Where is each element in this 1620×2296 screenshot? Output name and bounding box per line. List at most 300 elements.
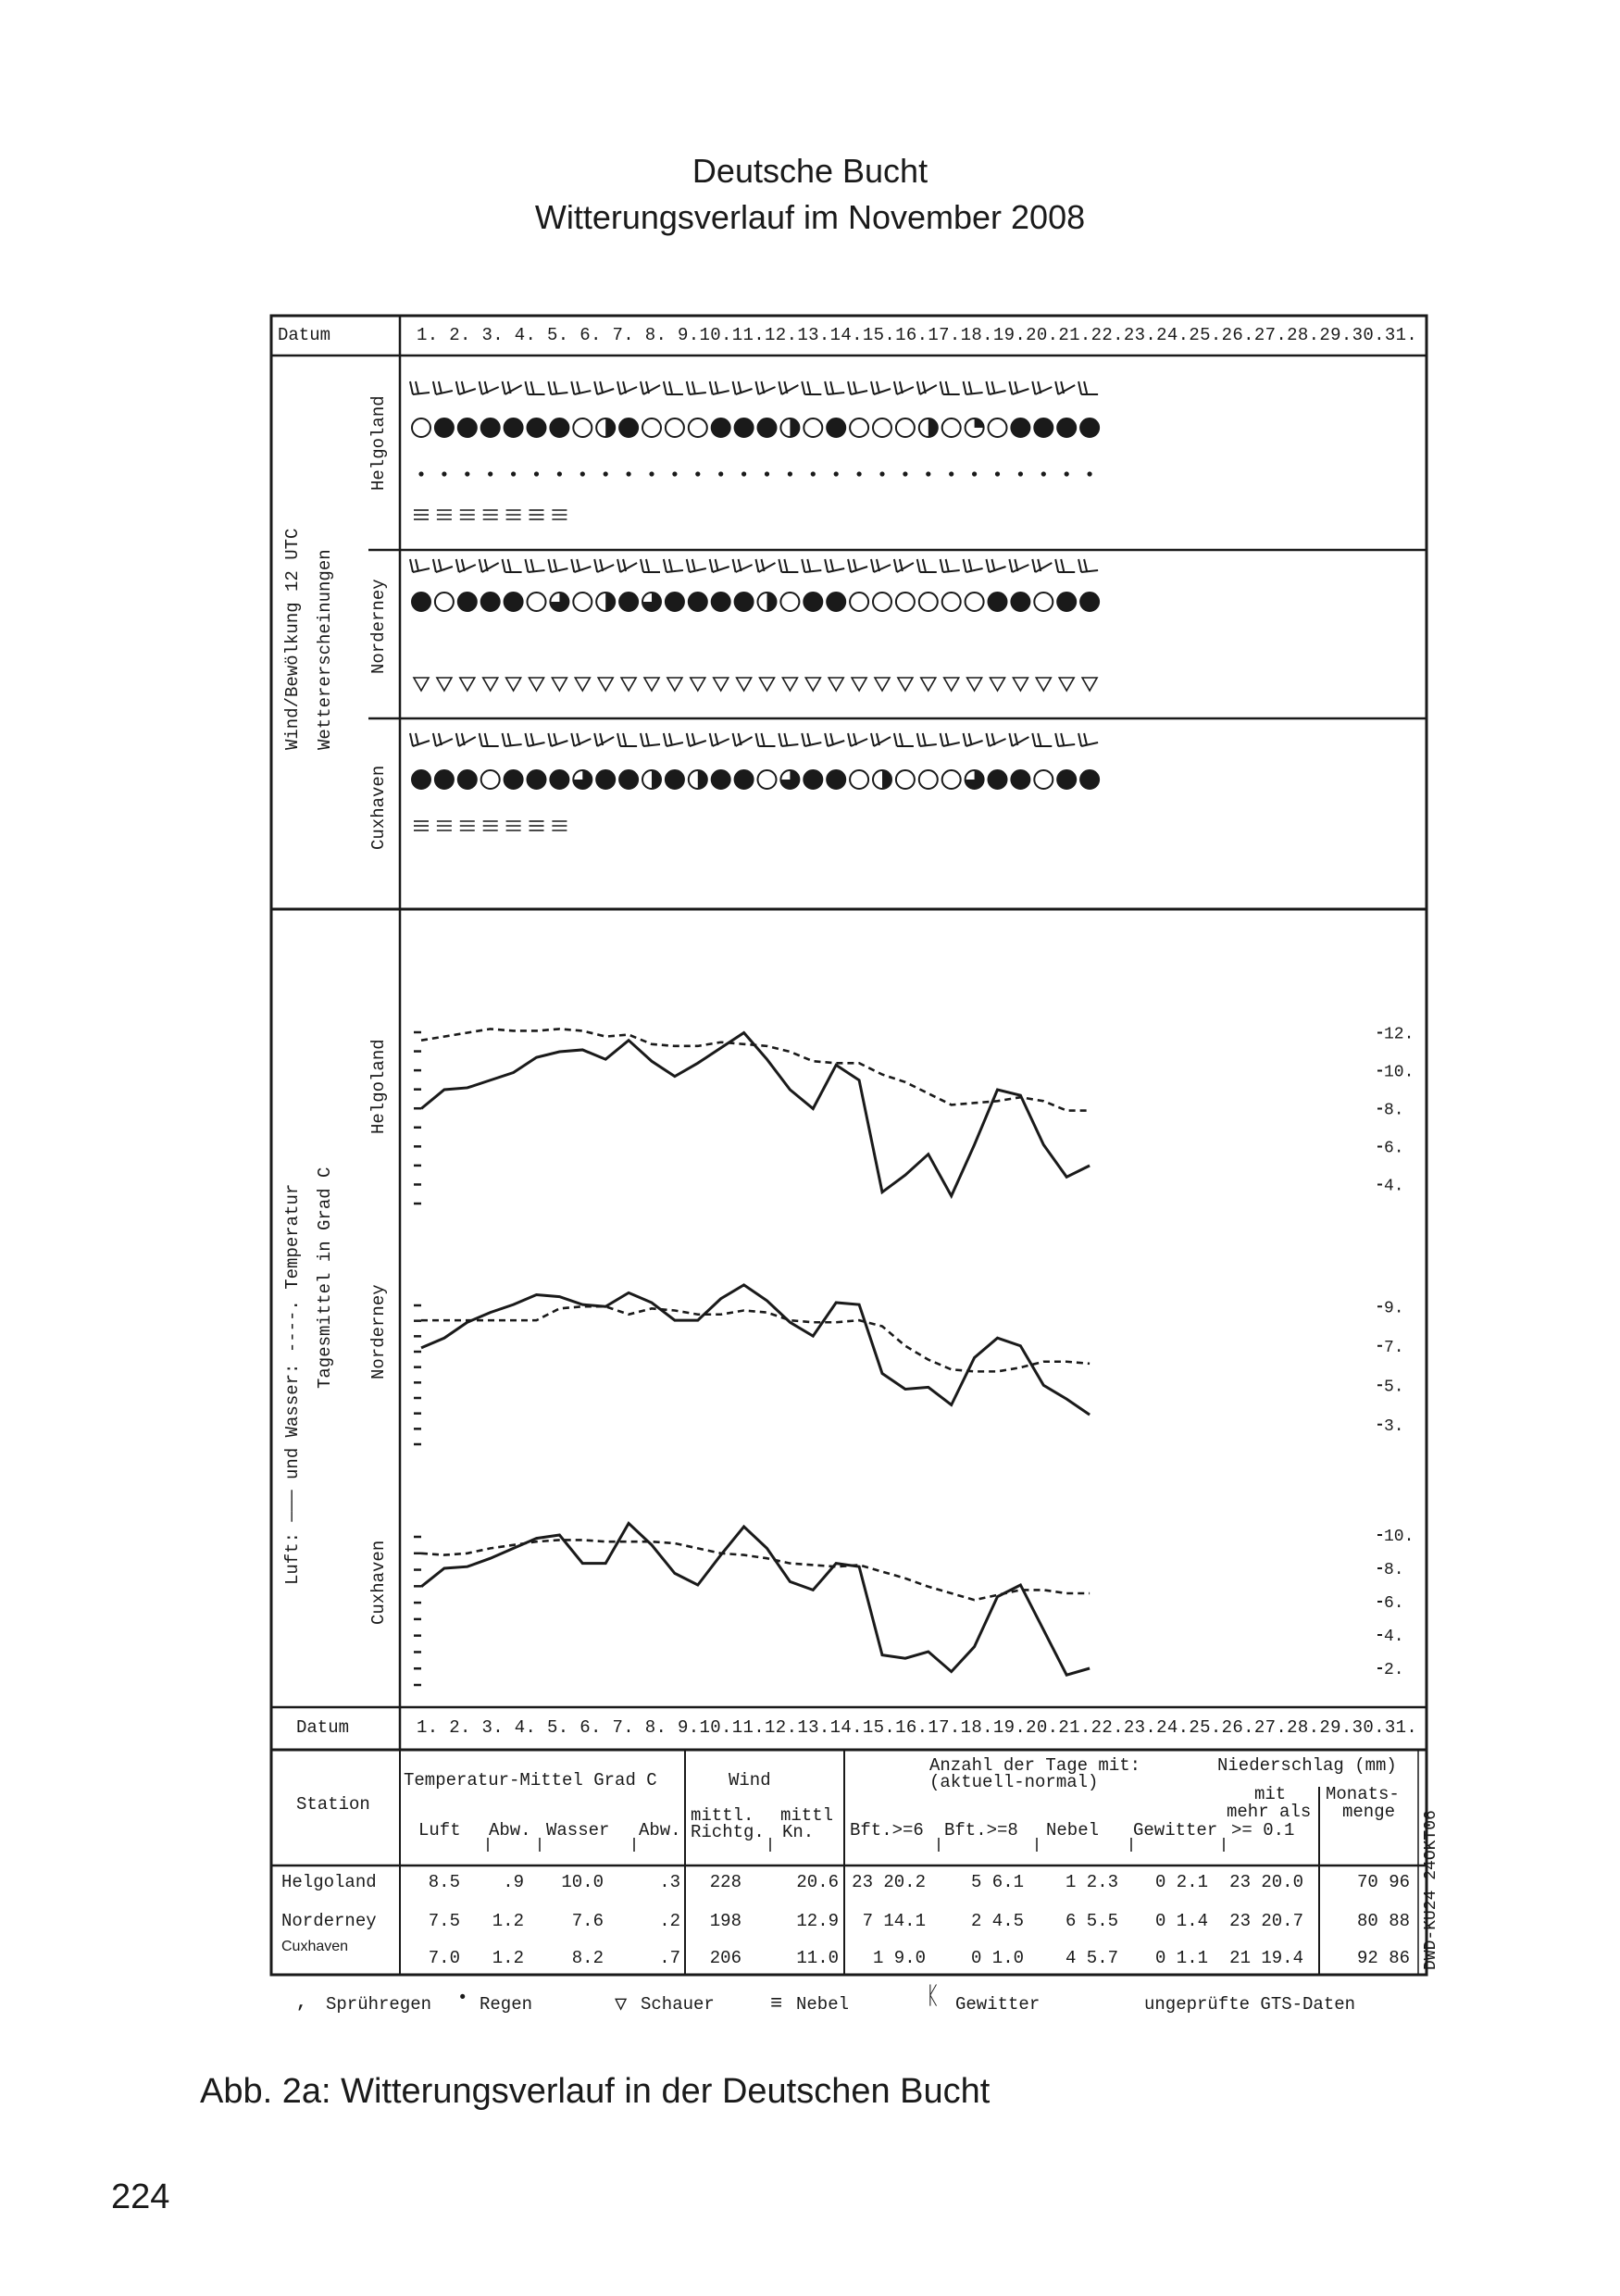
wind-barb <box>825 381 844 394</box>
table-precip-menge: menge <box>1342 1802 1396 1822</box>
wind-barb <box>964 381 983 394</box>
cloud-cover-circle <box>596 418 615 437</box>
legend-schauer: Schauer <box>641 1994 715 2015</box>
legend-nebel: Nebel <box>796 1994 850 2015</box>
fog-lines <box>483 821 498 830</box>
fog-lines <box>483 510 498 519</box>
table-wind-kn-2: Kn. <box>782 1822 815 1842</box>
wind-barb <box>1009 381 1028 394</box>
cloud-cover-circle <box>505 770 523 789</box>
cloud-cover-circle <box>1011 418 1029 437</box>
cloud-cover-circle <box>550 418 568 437</box>
shower-triangle <box>829 678 843 691</box>
wind-barb <box>964 733 983 746</box>
cloud-cover-circle <box>827 418 845 437</box>
cloud-cover-circle <box>758 770 777 789</box>
fog-lines <box>530 510 544 519</box>
wind-barb <box>594 559 614 572</box>
wind-barb <box>871 559 891 572</box>
rain-dot <box>418 471 423 476</box>
rain-dot <box>1065 471 1069 476</box>
series-wasser-norderney <box>421 1306 1090 1371</box>
cloud-cover-circle <box>1057 593 1076 611</box>
bottom-date-header: 1. 2. 3. 4. 5. 6. 7. 8. 9.10.11.12.13.14.15.16.17.18.19.20.21.22.23.24.25.26.27.28.29.30.31. <box>417 1717 1418 1738</box>
temp-station-norderney: Norderney <box>368 1284 389 1379</box>
table-days-nebel: Nebel <box>1046 1820 1100 1841</box>
rain-dot <box>488 471 492 476</box>
wind-barb <box>410 559 430 572</box>
rain-dot <box>995 471 1000 476</box>
cloud-cover-circle <box>619 593 638 611</box>
wind-section-label-2: Wettererscheinungen <box>315 549 335 750</box>
cloud-cover-circle <box>989 593 1007 611</box>
wind-barb <box>594 733 614 746</box>
table-days-bft6: Bft.>=6 <box>850 1820 924 1841</box>
wind-barb <box>987 733 1006 746</box>
table-cell-bft6: 1 9.0 <box>872 1948 926 1968</box>
rain-dot <box>811 471 816 476</box>
wind-barb <box>480 559 499 572</box>
table-cell-station: Cuxhaven <box>281 1939 349 1954</box>
rain-dot <box>949 471 953 476</box>
y-tick-label: 8. <box>1384 1101 1404 1120</box>
cloud-cover-circle <box>942 593 961 611</box>
wind-barb <box>779 733 798 746</box>
weather-symbols <box>410 381 1099 830</box>
wind-barb <box>987 559 1006 572</box>
y-tick-label: 12. <box>1384 1025 1414 1044</box>
cloud-cover-circle <box>712 418 730 437</box>
table-cell-bft8: 0 1.0 <box>970 1948 1024 1968</box>
wind-barb <box>733 559 753 572</box>
cloud-cover-circle <box>873 593 891 611</box>
wind-barb <box>1009 559 1028 572</box>
wind-barb <box>456 381 476 394</box>
table-cell-abw1: 1.2 <box>492 1948 524 1968</box>
wind-barb <box>664 381 683 394</box>
table-cell-richtg: 228 <box>709 1872 741 1892</box>
cloud-cover-circle <box>1080 593 1099 611</box>
shower-triangle <box>875 678 890 691</box>
shower-triangle <box>506 678 521 691</box>
cloud-cover-circle <box>528 770 546 789</box>
cloud-cover-circle <box>689 418 707 437</box>
wind-barb <box>503 733 522 746</box>
legend-spruehregen-symbol: , <box>296 1992 307 2013</box>
wind-barb <box>480 381 499 394</box>
cloud-cover-circle <box>1057 770 1076 789</box>
cloud-cover-circle <box>1034 593 1053 611</box>
table-temp-header: Temperatur-Mittel Grad C <box>404 1770 657 1791</box>
wind-barb <box>664 559 683 572</box>
rain-dot <box>534 471 539 476</box>
series-wasser-helgoland <box>421 1029 1090 1110</box>
datum-label: Datum <box>278 325 331 345</box>
table-days-bft8: Bft.>=8 <box>944 1820 1018 1841</box>
wind-barb <box>1078 381 1098 394</box>
wind-barb <box>410 733 430 746</box>
wind-barb <box>503 559 522 572</box>
wind-barb <box>664 733 683 746</box>
cloud-cover-circle <box>1080 418 1099 437</box>
rain-dot <box>672 471 677 476</box>
table-cell-station: Norderney <box>281 1911 377 1931</box>
y-tick-label: 7. <box>1384 1338 1404 1357</box>
fog-lines <box>506 510 521 519</box>
cloud-cover-circle <box>642 770 661 789</box>
table-days-gewitter: Gewitter <box>1133 1820 1218 1841</box>
table-cell-luft: 7.5 <box>428 1911 460 1931</box>
cloud-cover-circle <box>550 770 568 789</box>
table-wind-kn-1: mittl <box>780 1805 834 1826</box>
wind-barb <box>410 381 430 394</box>
wind-barb <box>641 381 660 394</box>
cloud-cover-circle <box>596 770 615 789</box>
wind-barb <box>802 733 821 746</box>
temperature-plots <box>414 1026 1414 1686</box>
table-cell-abw1: 1.2 <box>492 1911 524 1931</box>
wind-barb <box>456 559 476 572</box>
rain-dot <box>580 471 585 476</box>
cloud-cover-circle <box>827 593 845 611</box>
cloud-cover-circle <box>481 418 500 437</box>
cloud-cover-circle <box>896 593 915 611</box>
cloud-cover-circle <box>412 593 430 611</box>
cloud-cover-circle <box>550 593 568 611</box>
rain-dot <box>834 471 839 476</box>
wind-barb <box>641 559 660 572</box>
cloud-cover-circle <box>666 770 684 789</box>
wind-barb <box>687 559 706 572</box>
temp-station-cuxhaven: Cuxhaven <box>368 1540 389 1625</box>
table-precip-header: Niederschlag (mm) <box>1217 1755 1397 1776</box>
y-tick-label: 9. <box>1384 1299 1404 1318</box>
series-wasser-cuxhaven <box>421 1540 1090 1600</box>
wind-barb <box>802 559 821 572</box>
y-tick-label: 5. <box>1384 1378 1404 1397</box>
cloud-cover-circle <box>804 418 822 437</box>
table-temp-wasser: Wasser <box>546 1820 610 1841</box>
cloud-cover-circle <box>735 593 754 611</box>
wind-barb <box>1032 559 1052 572</box>
y-tick-label: 3. <box>1384 1416 1404 1436</box>
cloud-cover-circle <box>689 770 707 789</box>
rain-dot <box>627 471 631 476</box>
table-station-header: Station <box>296 1794 370 1815</box>
cloud-cover-circle <box>850 593 868 611</box>
cloud-cover-circle <box>712 770 730 789</box>
series-luft-norderney <box>421 1285 1090 1415</box>
shower-triangle <box>483 678 498 691</box>
cloud-cover-circle <box>505 593 523 611</box>
cloud-cover-circle <box>919 418 938 437</box>
table-cell-menge: 70 96 <box>1356 1872 1410 1892</box>
cloud-cover-circle <box>827 770 845 789</box>
table-cell-kn: 20.6 <box>796 1872 839 1892</box>
wind-barb <box>894 381 914 394</box>
wind-barb <box>848 559 867 572</box>
cloud-cover-circle <box>505 418 523 437</box>
wind-barb <box>756 381 776 394</box>
legend-regen: Regen <box>480 1994 533 2015</box>
legend-gewitter: Gewitter <box>955 1994 1041 2015</box>
shower-triangle <box>760 678 775 691</box>
cloud-cover-circle <box>689 593 707 611</box>
table-temp-luft: Luft <box>418 1820 461 1841</box>
cloud-cover-circle <box>735 770 754 789</box>
wind-barb <box>710 559 729 572</box>
table-cell-abw1: .9 <box>503 1872 524 1892</box>
table-cell-abw2: .2 <box>659 1911 680 1931</box>
wind-barb <box>1055 733 1075 746</box>
table-cell-menge: 80 88 <box>1356 1911 1410 1931</box>
wind-barb <box>1009 733 1028 746</box>
table-precip-mit: mit <box>1254 1784 1287 1804</box>
wind-station-helgoland: Helgoland <box>368 395 389 491</box>
shower-triangle <box>1082 678 1097 691</box>
y-tick-label: 10. <box>1384 1063 1414 1082</box>
wind-barb <box>617 381 637 394</box>
y-tick-label: 4. <box>1384 1628 1404 1646</box>
legend-schauer-symbol: ▽ <box>615 1993 628 2016</box>
cloud-cover-circle <box>896 770 915 789</box>
wind-barb <box>571 381 591 394</box>
table-side-code: DWD-KU24 24OKT06 <box>1422 1810 1440 1970</box>
table-temp-abw1: Abw. <box>489 1820 531 1841</box>
table-cell-wasser: 10.0 <box>561 1872 604 1892</box>
wind-barb <box>594 381 614 394</box>
wind-barb <box>1078 733 1098 746</box>
wind-barb <box>548 559 567 572</box>
wind-barb <box>848 733 867 746</box>
table-cell-nebel: 4 5.7 <box>1065 1948 1118 1968</box>
table-cell-kn: 12.9 <box>796 1911 839 1931</box>
wind-barb <box>433 733 453 746</box>
cloud-cover-circle <box>666 593 684 611</box>
cloud-cover-circle <box>458 770 477 789</box>
temp-section-label-1: Luft: ─── und Wasser: ----. Temperatur <box>282 1183 303 1585</box>
wind-barb <box>871 733 891 746</box>
cloud-cover-circle <box>850 418 868 437</box>
legend-spruehregen: Sprühregen <box>326 1994 432 2015</box>
cloud-cover-circle <box>573 418 592 437</box>
cloud-cover-circle <box>780 418 799 437</box>
wind-barb <box>941 733 960 746</box>
shower-triangle <box>782 678 797 691</box>
shower-triangle <box>552 678 567 691</box>
rain-dot <box>442 471 446 476</box>
wind-barb <box>894 559 914 572</box>
wind-barb <box>825 559 844 572</box>
bottom-datum-label: Datum <box>296 1717 350 1738</box>
page-number: 224 <box>111 2177 170 2216</box>
cloud-cover-circle <box>1011 770 1029 789</box>
table-cell-bft6: 23 20.2 <box>852 1872 926 1892</box>
cloud-cover-circle <box>1080 770 1099 789</box>
date-header: 1. 2. 3. 4. 5. 6. 7. 8. 9.10.11.12.13.14.15.16.17.18.19.20.21.22.23.24.25.26.27.28.29.30.31. <box>417 325 1418 345</box>
table-cell-mehr: 23 20.7 <box>1229 1911 1303 1931</box>
cloud-cover-circle <box>758 418 777 437</box>
table-precip-ge: >= 0.1 <box>1231 1820 1295 1841</box>
wind-barb <box>687 381 706 394</box>
wind-barb <box>987 381 1006 394</box>
shower-triangle <box>621 678 636 691</box>
y-tick-label: 8. <box>1384 1561 1404 1579</box>
table-cell-richtg: 198 <box>709 1911 741 1931</box>
cloud-cover-circle <box>873 418 891 437</box>
rain-dot <box>511 471 516 476</box>
cloud-cover-circle <box>619 418 638 437</box>
table-cell-abw2: .7 <box>659 1948 680 1968</box>
cloud-cover-circle <box>642 593 661 611</box>
legend-gewitter-symbol: ᛕ <box>926 1983 941 2011</box>
rain-dot <box>718 471 723 476</box>
table-cell-luft: 7.0 <box>428 1948 460 1968</box>
rain-dot <box>765 471 769 476</box>
cloud-cover-circle <box>1034 418 1053 437</box>
wind-station-norderney: Norderney <box>368 579 389 674</box>
wind-section-label-1: Wind/Bewölkung 12 UTC <box>282 528 303 750</box>
cloud-cover-circle <box>458 593 477 611</box>
cloud-cover-circle <box>666 418 684 437</box>
table-wind-richtg-2: Richtg. <box>691 1822 765 1842</box>
shower-triangle <box>967 678 982 691</box>
shower-triangle <box>898 678 913 691</box>
cloud-cover-circle <box>850 770 868 789</box>
cloud-cover-circle <box>528 418 546 437</box>
rain-dot <box>465 471 469 476</box>
wind-barb <box>526 733 545 746</box>
table-cell-station: Helgoland <box>281 1872 377 1892</box>
wind-barb <box>848 381 867 394</box>
wind-barb <box>871 381 891 394</box>
cloud-cover-circle <box>735 418 754 437</box>
wind-barb <box>756 733 776 746</box>
table-precip-monats: Monats- <box>1326 1784 1400 1804</box>
wind-station-cuxhaven: Cuxhaven <box>368 765 389 850</box>
table-cell-menge: 92 86 <box>1356 1948 1410 1968</box>
shower-triangle <box>575 678 590 691</box>
wind-barb <box>710 381 729 394</box>
wind-barb <box>779 559 798 572</box>
fog-lines <box>437 510 452 519</box>
fog-lines <box>414 821 429 830</box>
shower-triangle <box>691 678 705 691</box>
shower-triangle <box>944 678 959 691</box>
fog-lines <box>437 821 452 830</box>
series-luft-helgoland <box>421 1033 1090 1196</box>
rain-dot <box>741 471 746 476</box>
shower-triangle <box>1036 678 1051 691</box>
table-cell-gewitter: 0 1.4 <box>1154 1911 1208 1931</box>
cloud-cover-circle <box>1034 770 1053 789</box>
wind-barb <box>433 559 453 572</box>
y-tick-label: 4. <box>1384 1177 1404 1196</box>
wind-barb <box>941 381 960 394</box>
table-cell-wasser: 7.6 <box>571 1911 604 1931</box>
table-days-subheader: (aktuell-normal) <box>929 1772 1099 1792</box>
cloud-cover-circle <box>919 593 938 611</box>
wind-barb <box>894 733 914 746</box>
rain-dot <box>857 471 862 476</box>
shower-triangle <box>991 678 1005 691</box>
cloud-cover-circle <box>1057 418 1076 437</box>
shower-triangle <box>644 678 659 691</box>
shower-triangle <box>437 678 452 691</box>
cloud-cover-circle <box>435 770 454 789</box>
shower-triangle <box>667 678 682 691</box>
rain-dot <box>879 471 884 476</box>
cloud-cover-circle <box>919 770 938 789</box>
cloud-cover-circle <box>758 593 777 611</box>
wind-barb <box>917 559 937 572</box>
wind-barb <box>710 733 729 746</box>
wind-barb <box>456 733 476 746</box>
figure-title: Deutsche Bucht <box>692 152 928 190</box>
cloud-cover-circle <box>873 770 891 789</box>
wind-barb <box>917 733 937 746</box>
cloud-cover-circle <box>989 418 1007 437</box>
table-precip-mehr: mehr als <box>1227 1802 1312 1822</box>
wind-barb <box>802 381 821 394</box>
wind-barb <box>526 559 545 572</box>
rain-dot <box>1018 471 1023 476</box>
table-wind-richtg-1: mittl. <box>691 1805 754 1826</box>
cloud-cover-circle <box>412 770 430 789</box>
legend-gts-note: ungeprüfte GTS-Daten <box>1144 1994 1356 2015</box>
table-wind-header: Wind <box>729 1770 771 1791</box>
shower-triangle <box>921 678 936 691</box>
table-cell-gewitter: 0 2.1 <box>1154 1872 1208 1892</box>
y-tick-label: 6. <box>1384 1594 1404 1613</box>
wind-barb <box>617 559 637 572</box>
wind-barb <box>571 733 591 746</box>
wind-barb <box>571 559 591 572</box>
cloud-cover-circle <box>780 770 799 789</box>
fog-lines <box>506 821 521 830</box>
shower-triangle <box>598 678 613 691</box>
rain-dot <box>695 471 700 476</box>
table-cell-bft8: 5 6.1 <box>970 1872 1024 1892</box>
rain-dot <box>1088 471 1092 476</box>
shower-triangle <box>1013 678 1028 691</box>
wind-barb <box>917 381 937 394</box>
cloud-cover-circle <box>896 418 915 437</box>
cloud-cover-circle <box>435 593 454 611</box>
shower-triangle <box>1059 678 1074 691</box>
wind-barb <box>617 733 637 746</box>
cloud-cover-circle <box>458 418 477 437</box>
rain-dot <box>557 471 562 476</box>
shower-triangle <box>737 678 752 691</box>
wind-barb <box>733 381 753 394</box>
cloud-cover-circle <box>481 593 500 611</box>
cloud-cover-circle <box>966 418 984 437</box>
table-cell-kn: 11.0 <box>796 1948 839 1968</box>
table-cell-mehr: 23 20.0 <box>1229 1872 1303 1892</box>
table-cell-bft6: 7 14.1 <box>862 1911 926 1931</box>
cloud-cover-circle <box>619 770 638 789</box>
cloud-cover-circle <box>528 593 546 611</box>
wind-barb <box>733 733 753 746</box>
wind-barb <box>548 381 567 394</box>
cloud-cover-circle <box>942 418 961 437</box>
wind-barb <box>1055 559 1075 572</box>
rain-dot <box>926 471 930 476</box>
cloud-cover-circle <box>966 770 984 789</box>
cloud-cover-circle <box>804 593 822 611</box>
cloud-cover-circle <box>481 770 500 789</box>
